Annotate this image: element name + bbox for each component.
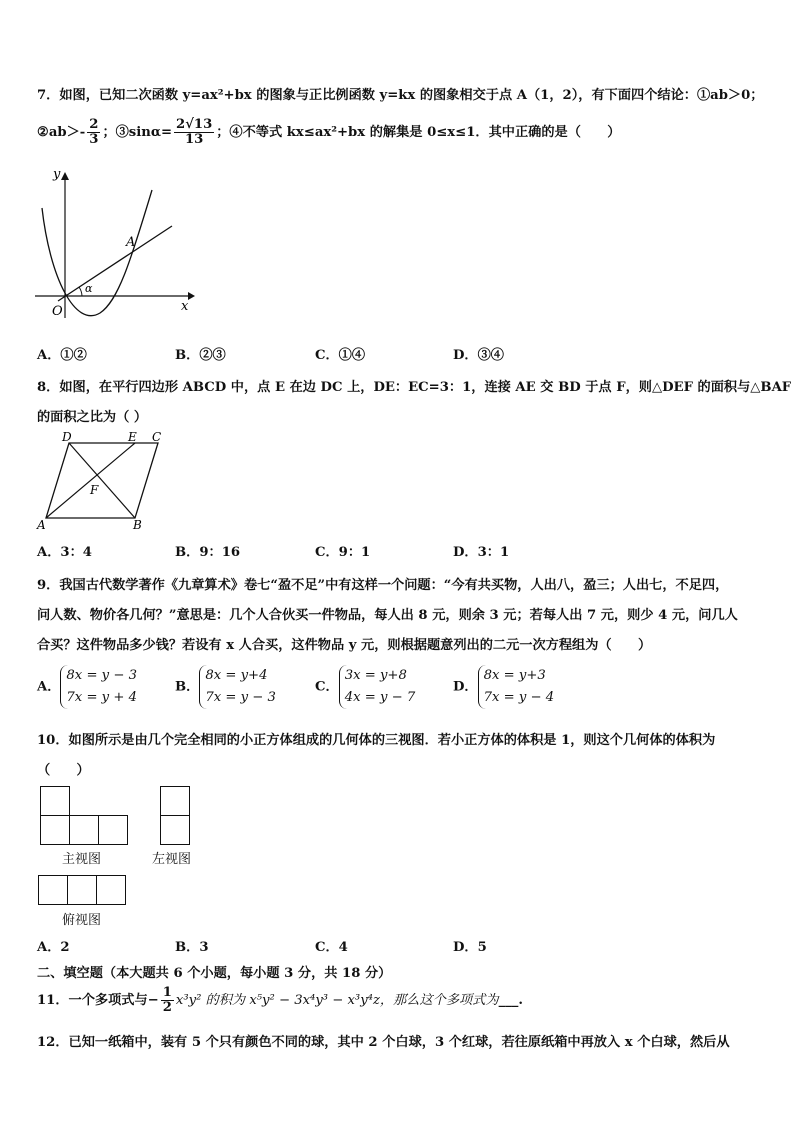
q8-line2: 的面积之比为（ ）: [37, 410, 148, 425]
q8-segment-AE: [46, 443, 135, 518]
q7-y-arrow: [61, 172, 69, 180]
q9-option-a-label: A．: [37, 679, 61, 695]
q10-option-c[interactable]: C．4: [315, 940, 348, 955]
q7-line2-b: ；③sinα=: [102, 124, 173, 140]
q7-line2-a: ②ab＞-: [37, 124, 86, 140]
q8-label-E: E: [128, 430, 137, 444]
q10-front-cell: [40, 815, 70, 845]
q10-line2: （ ）: [37, 763, 90, 778]
q9-option-b-label: B．: [175, 679, 200, 695]
q10-option-d[interactable]: D．5: [453, 940, 487, 955]
q8-label-B: B: [133, 518, 142, 532]
q10-front-cell: [69, 815, 99, 845]
q7-figure: [30, 168, 200, 323]
q9-option-c-label: C．: [315, 679, 339, 695]
q10-line1: 10．如图所示是由几个完全相同的小正方体组成的几何体的三视图．若小正方体的体积是 1，则这个几何体的体积为: [37, 733, 716, 748]
q10-front-cell: [98, 815, 128, 845]
q10-front-cell: [40, 786, 70, 816]
q10-top-cell: [96, 875, 126, 905]
q10-left-label: 左视图: [152, 852, 192, 867]
q8-label-D: D: [62, 430, 72, 444]
q10-top-label: 俯视图: [62, 913, 102, 928]
q8-segment-BD: [69, 443, 135, 518]
q7-frac2: $\frac{2√13}{13}$: [176, 117, 213, 147]
q10-left-cell: [160, 786, 190, 816]
q9-line3: 合买？这件物品多少钱？若设有 x 人合买，这件物品 y 元，则根据题意列出的二元一次方程组为（ ）: [37, 638, 652, 653]
q10-top-cell: [67, 875, 97, 905]
q8-label-C: C: [152, 430, 162, 444]
q7-parabola: [42, 190, 152, 316]
q11-frac: $\frac{1}{2}$: [162, 985, 172, 1015]
q9-option-d-label: D．: [453, 679, 478, 695]
q8-option-c[interactable]: C．9：1: [315, 545, 371, 560]
q7-line-kx: [58, 226, 172, 301]
q11-answer-blank[interactable]: ___.: [498, 992, 523, 1008]
q8-option-d[interactable]: D．3：1: [453, 545, 510, 560]
q8-option-a[interactable]: A．3：4: [37, 545, 92, 560]
section2-title: 二、填空题（本大题共 6 个小题，每小题 3 分，共 18 分）: [37, 966, 392, 981]
q12-line1: 12．已知一纸箱中，装有 5 个只有颜色不同的球，其中 2 个白球，3 个红球，若往原纸箱中再放入 x 个白球，然后从: [37, 1035, 730, 1050]
q9-option-c-system: 3x = y+8 4x = y − 7: [339, 665, 416, 709]
q7-line2: [37, 118, 620, 147]
q9-line2: 问人数、物价各几何？”意思是：几个人合伙买一件物品，每人出 8 元，则余 3 元；若每人出 7 元，则少 4 元，问几人: [37, 608, 738, 623]
q7-option-d[interactable]: D．③④: [453, 348, 504, 363]
q8-figure: [34, 428, 169, 533]
q9-option-b-system: 8x = y+4 7x = y − 3: [199, 665, 276, 709]
q11-line: [37, 986, 523, 1015]
q7-angle-arc: [79, 287, 82, 296]
q11-middle: x³y² 的积为 x⁵y² − 3x⁴y³ − x³y⁴z，那么这个多项式为: [175, 992, 499, 1008]
q7-x-arrow: [188, 292, 195, 300]
q10-option-b[interactable]: B．3: [175, 940, 209, 955]
q8-option-b[interactable]: B．9：16: [175, 545, 241, 560]
q7-line2-c: ；④不等式 kx≤ax²+bx 的解集是 0≤x≤1．其中正确的是（ ）: [216, 124, 621, 140]
q7-option-c[interactable]: C．①④: [315, 348, 366, 363]
q9-option-d[interactable]: [453, 665, 554, 709]
q10-option-a[interactable]: A．2: [37, 940, 70, 955]
q7-label-x: x: [181, 299, 189, 314]
q10-front-label: 主视图: [62, 852, 102, 867]
q9-option-a-system: 8x = y − 3 7x = y + 4: [60, 665, 137, 709]
q8-line1: 8．如图，在平行四边形 ABCD 中，点 E 在边 DC 上，DE：EC=3：1，连接 AE 交 BD 于点 F，则△DEF 的面积与△BAF: [37, 380, 792, 395]
q7-frac1: $\frac{2}{3}$: [89, 117, 99, 147]
q9-option-c[interactable]: [315, 665, 415, 709]
q7-label-A: A: [126, 235, 136, 250]
q10-left-cell: [160, 815, 190, 845]
q9-option-a[interactable]: [37, 665, 137, 709]
q7-label-O: O: [52, 304, 63, 319]
q9-line1: 9．我国古代数学著作《九章算术》卷七“盈不足”中有这样一个问题：“今有共买物，人出八，盈三；人出七，不足四，: [37, 578, 729, 593]
q9-option-b[interactable]: [175, 665, 276, 709]
q8-label-A: A: [37, 518, 46, 532]
q7-option-b[interactable]: B．②③: [175, 348, 226, 363]
q9-option-d-system: 8x = y+3 7x = y − 4: [478, 665, 555, 709]
q11-prefix: 11．一个多项式与−: [37, 992, 159, 1008]
q8-label-F: F: [90, 483, 99, 497]
q7-option-a[interactable]: A．①②: [37, 348, 87, 363]
q7-label-y: y: [53, 168, 61, 182]
q7-line1: 7．如图，已知二次函数 y=ax²+bx 的图象与正比例函数 y=kx 的图象相交于点 A（1，2），有下面四个结论：①ab＞0；: [37, 88, 764, 103]
q7-label-alpha: α: [85, 282, 93, 295]
q10-top-cell: [38, 875, 68, 905]
